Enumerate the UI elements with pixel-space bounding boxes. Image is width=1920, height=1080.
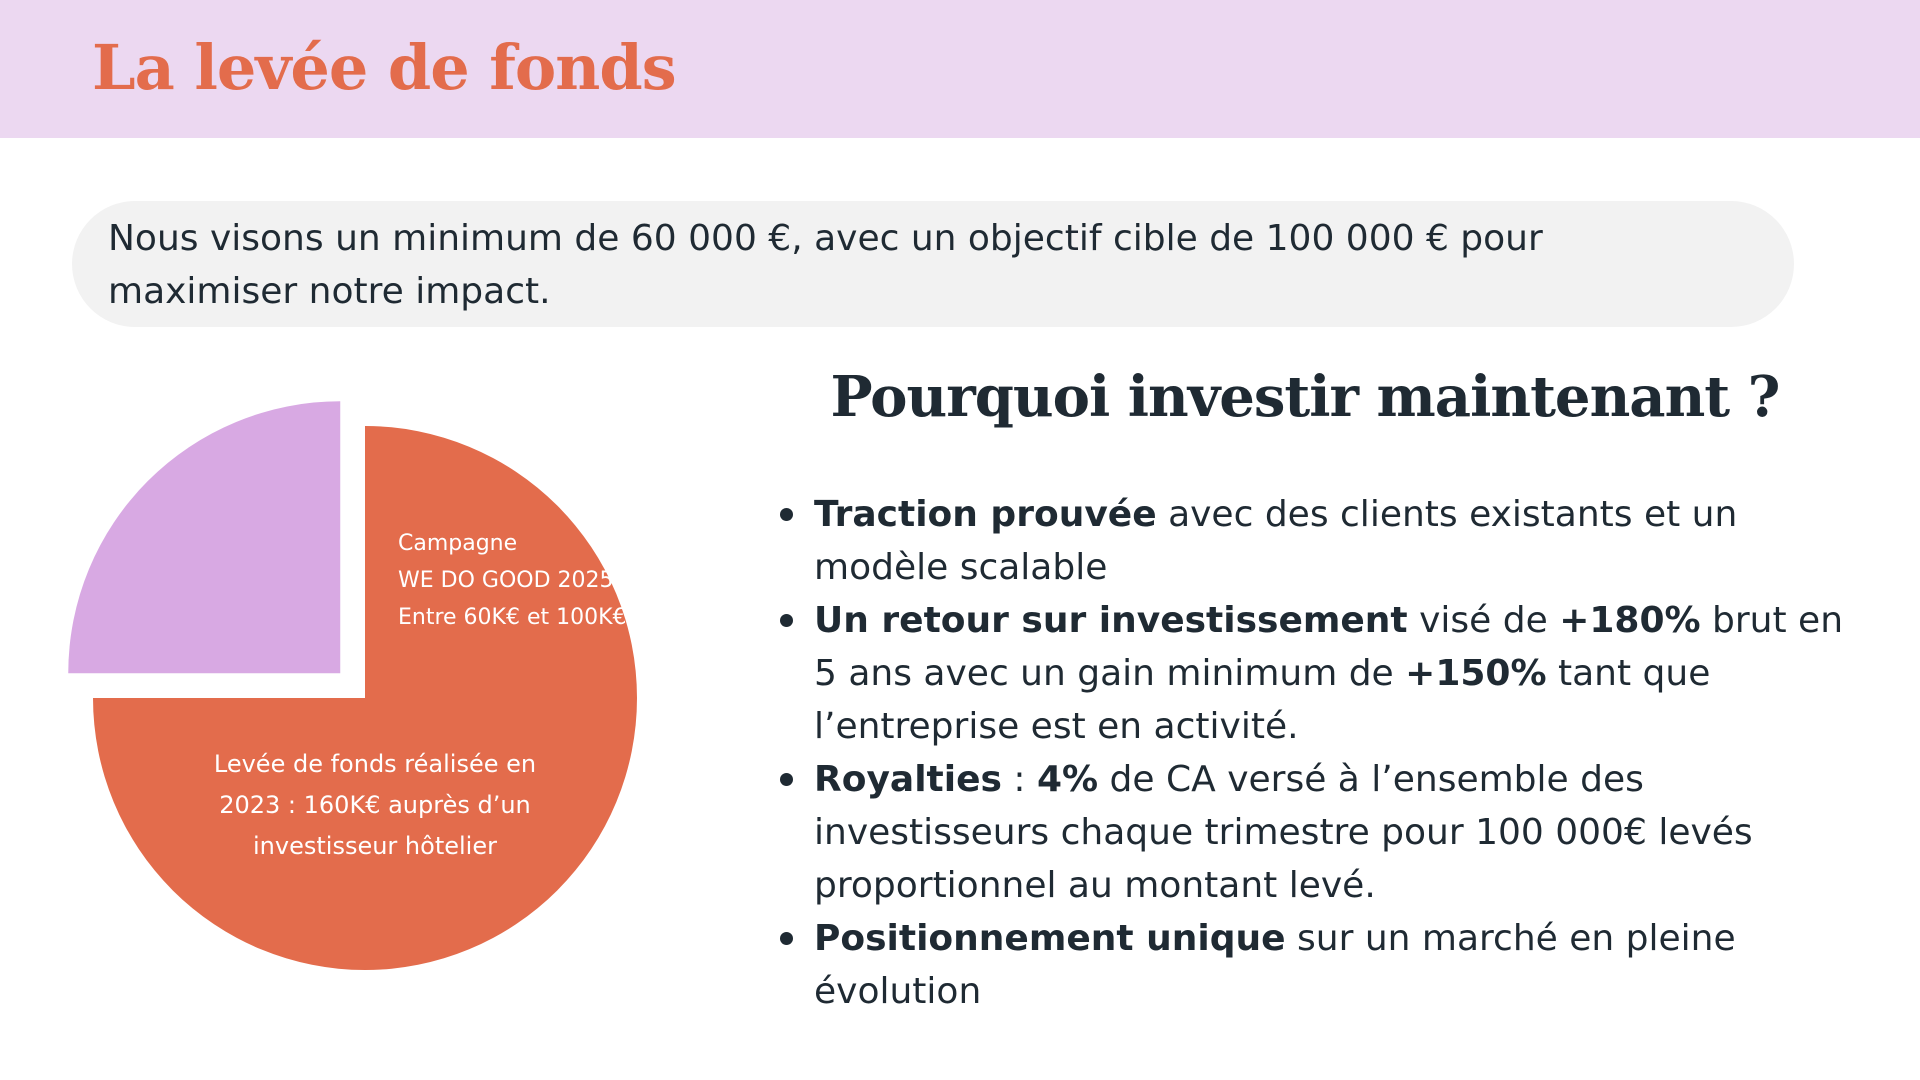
funding-goal-text: Nous visons un minimum de 60 000 €, avec un objectif cible de 100 000 € pour maximiser notre impact. xyxy=(108,218,1543,312)
why-invest-item-2 xyxy=(772,594,1872,753)
page-title: La levée de fonds xyxy=(92,31,676,104)
body-text: sur un marché en pleine évolution xyxy=(814,918,1736,1012)
emphasis-text: Royalties xyxy=(814,759,1002,800)
pie-slice-label-2: Campagne WE DO GOOD 2025 Entre 60K€ et 100K€ xyxy=(398,531,627,630)
funding-goal-callout xyxy=(72,201,1794,327)
why-invest-title: Pourquoi investir maintenant ? xyxy=(830,364,1780,430)
body-text: brut en 5 ans avec un gain minimum de xyxy=(814,600,1844,694)
why-invest-list xyxy=(772,488,1872,1018)
pie-slice-2 xyxy=(68,401,340,673)
emphasis-text: Traction prouvée xyxy=(814,494,1157,535)
body-text: tant que l’entreprise est en activité. xyxy=(814,653,1711,747)
funding-pie-chart xyxy=(60,380,700,1000)
emphasis-text: 4% xyxy=(1036,759,1099,800)
bullet-icon xyxy=(780,508,793,521)
emphasis-text: Positionnement unique xyxy=(814,918,1286,959)
why-invest-item-1 xyxy=(772,488,1872,594)
bullet-icon xyxy=(780,614,793,627)
emphasis-text: +150% xyxy=(1405,653,1547,694)
body-text: de CA versé à l’ensemble des investisseurs chaque trimestre pour 100 000€ levés proportionnel au montant levé. xyxy=(814,759,1753,906)
why-invest-item-3 xyxy=(772,753,1872,912)
bullet-icon xyxy=(780,932,793,945)
bullet-icon xyxy=(780,773,793,786)
emphasis-text: +180% xyxy=(1559,600,1701,641)
why-invest-item-4 xyxy=(772,912,1872,1018)
body-text: : xyxy=(1001,759,1037,800)
body-text: avec des clients existants et un modèle scalable xyxy=(814,494,1738,588)
pie-slice-label-1: Levée de fonds réalisée en 2023 : 160K€ auprès d’un investisseur hôtelier xyxy=(213,750,537,860)
header-band xyxy=(0,0,1920,138)
body-text: visé de xyxy=(1407,600,1560,641)
emphasis-text: Un retour sur investissement xyxy=(814,600,1408,641)
